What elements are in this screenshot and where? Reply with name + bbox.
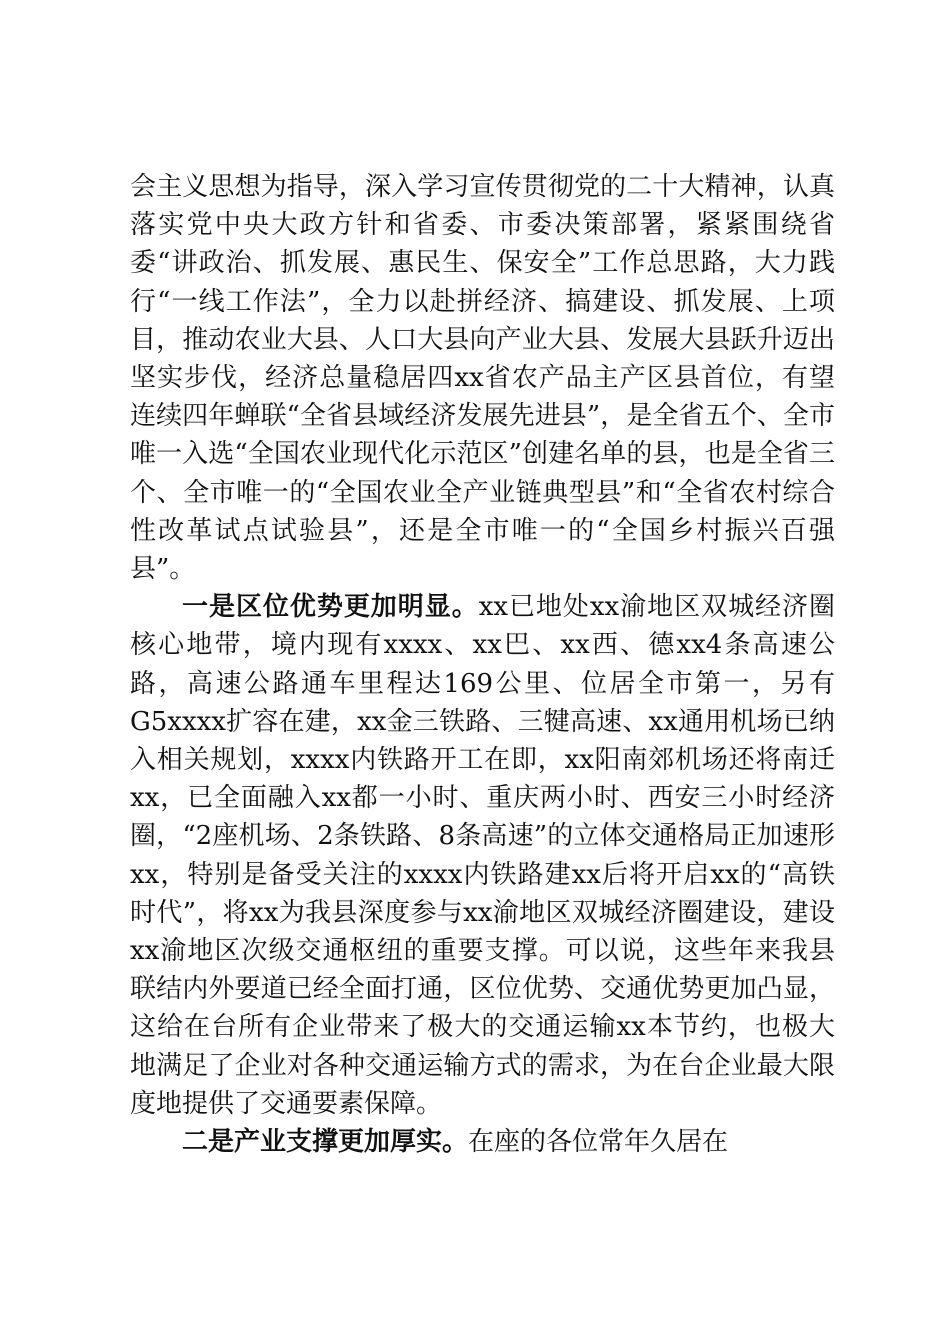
paragraph-lead-heading: 二是产业支撑更加厚实。 xyxy=(182,1127,469,1158)
document-body xyxy=(130,168,835,1161)
paragraph-text: xx已地处xx渝地区双城经济圈核心地带，境内现有xxxx、xx巴、xx西、德xx4条高速公路，高速公路通车里程达169公里、位居全市第一，另有G5xxxx扩容在建，xx金三铁路、三犍高速、xx通用机场已纳入相关规划，xxxx内铁路开工在即，xx阳南郊机场还将南迁xx，已全面融入xx都一小时、重庆两小时、西安三小时经济圈，“2座机场、2条铁路、8条高速”的立体交通格局正加速形xx，特别是备受关注的xxxx内铁路建xx后将开启xx的“高铁时代”，将xx为我县深度参与xx渝地区双城经济圈建设，建设xx渝地区次级交通枢纽的重要支撑。可以说，这些年来我县联结内外要道已经全面打通，区位优势、交通优势更加凸显，这给在台所有企业带来了极大的交通运输xx本节约，也极大地满足了企业对各种交通运输方式的需求，为在台企业最大限度地提供了交通要素保障。 xyxy=(130,592,835,1119)
paragraph-lead-heading: 一是区位优势更加明显。 xyxy=(182,592,479,623)
paragraph-location-advantage xyxy=(130,588,835,1123)
paragraph-text: 在座的各位常年久居在 xyxy=(468,1127,729,1158)
paragraph-text: 会主义思想为指导，深入学习宣传贯彻党的二十大精神，认真落实党中央大政方针和省委、市委决策部署，紧紧围绕省委“讲政治、抓发展、惠民生、保安全”工作总思路，大力践行“一线工作法”，全力以赴拼经济、搞建设、抓发展、上项目，推动农业大县、人口大县向产业大县、发展大县跃升迈出坚实步伐，经济总量稳居四xx省农产品主产区县首位，有望连续四年蝉联“全省县域经济发展先进县”，是全省五个、全市唯一入选“全国农业现代化示范区”创建名单的县，也是全省三个、全市唯一的“全国农业全产业链典型县”和“全省农村综合性改革试点试验县”，还是全市唯一的“全国乡村振兴百强县”。 xyxy=(130,172,835,585)
paragraph-continuation xyxy=(130,168,835,588)
paragraph-industry-support xyxy=(130,1123,835,1161)
